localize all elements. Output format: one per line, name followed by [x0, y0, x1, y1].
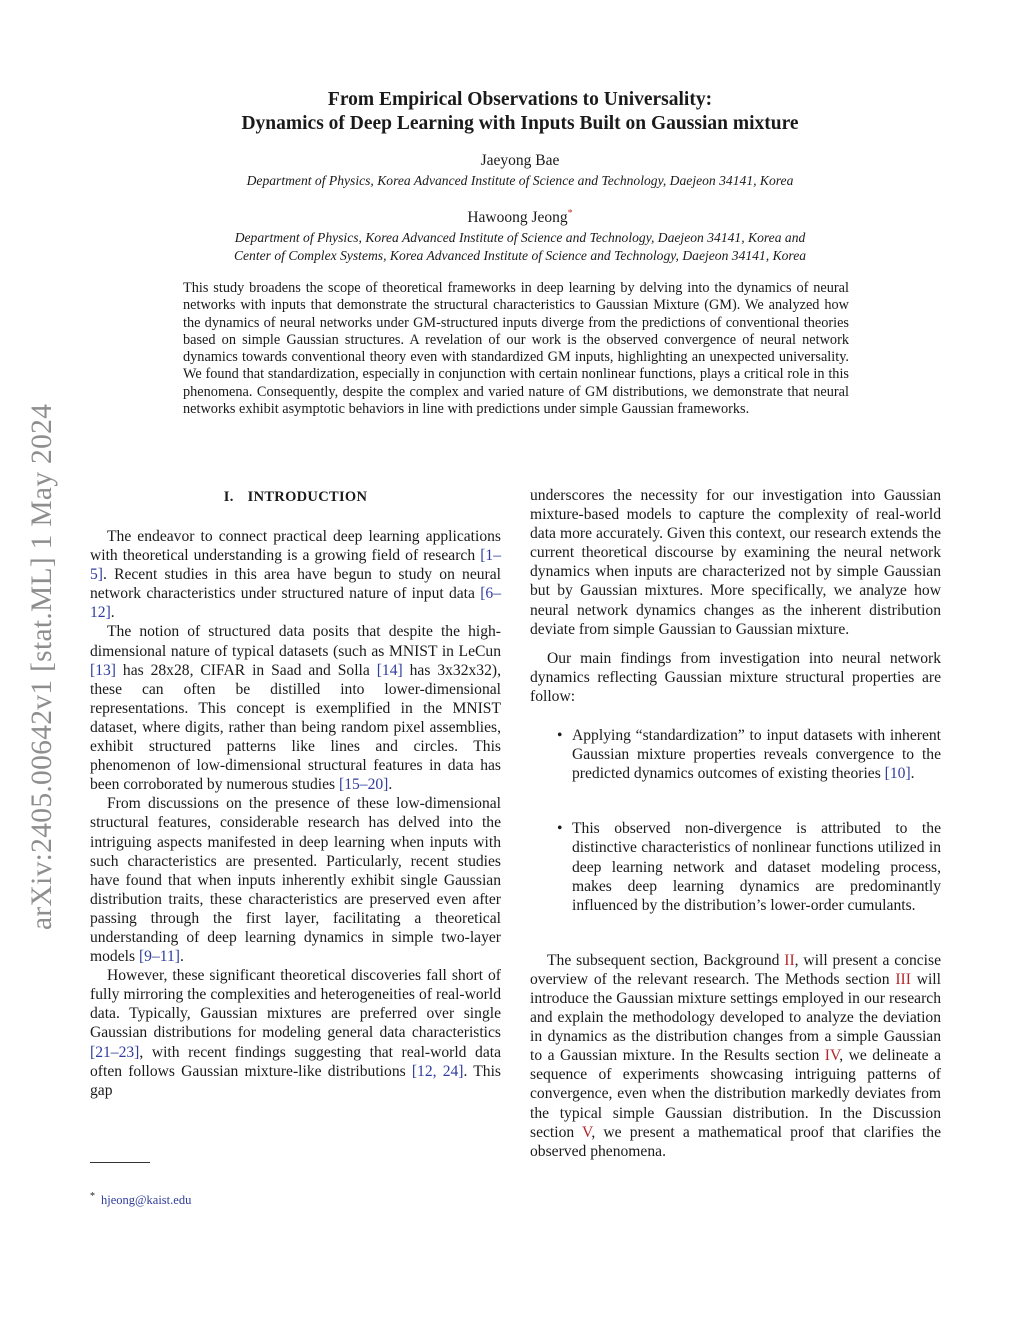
text-run: , will present a concise overview of the relevant research. The Methods section	[530, 951, 941, 988]
footnote-divider	[90, 1162, 150, 1163]
text-run: From discussions on the presence of these low-dimensional structural features, considerable research has delved into the intriguing aspects manifested in deep learning when inputs with such characteristics are presented. Particularly, recent studies have found that when inputs inherently exhibit single Gaussian distribution traits, these characteristics are preserved even after passing through the first layer, facilitating a theoretical understanding of deep learning dynamics in simple two-layer models	[90, 795, 501, 966]
intro-paragraph-5: underscores the necessity for our investigation into Gaussian mixture-based models to capture the complexity of real-world data more accurately. Given this context, our research extends the current theoretical discourse by examining the neural network dynamics when inputs are characterized not by simple Gaussian but by Gaussian mixtures. More specifically, we analyze how neural network dynamics changes as the inherent distribution deviate from simple Gaussian to Gaussian mixture.	[530, 487, 941, 638]
text-run: , with recent findings suggesting that real-world data often follows Gaussian mixture-like distributions	[90, 1043, 501, 1080]
left-column	[90, 486, 501, 1100]
intro-paragraph-1	[90, 527, 501, 622]
author-2-name: Hawoong Jeong	[467, 209, 568, 227]
text-run: .	[110, 604, 115, 622]
title-line-2: Dynamics of Deep Learning with Inputs Built on Gaussian mixture	[241, 113, 799, 134]
author-2	[140, 208, 900, 227]
footnote	[90, 1191, 191, 1208]
text-run: Applying “standardization” to input datasets with inherent Gaussian mixture properties reveals convergence to the predicted dynamics outcomes of existing theories	[572, 727, 941, 783]
section-heading	[90, 486, 501, 508]
citation-link[interactable]: [9–11]	[138, 948, 180, 966]
text-run: . Recent studies in this area have begun to study on neural network characteristics under structured nature of input data	[90, 566, 501, 603]
citation-link[interactable]: [6–12]	[90, 585, 501, 622]
outline-paragraph	[530, 951, 941, 1161]
citation-link[interactable]: [21–23]	[90, 1043, 140, 1061]
abstract: This study broadens the scope of theoretical frameworks in deep learning by delving into the dynamics of neural networks with inputs that demonstrate the structural characteristics to Gaussian Mixture (GM). We analyzed how the dynamics of neural networks under GM-structured inputs diverge from the predictions of conventional theories based on simple Gaussian structures. A revelation of our work is the observed convergence of neural network dynamics towards conventional theory even with standardized GM inputs, highlighting an unexpected universality. We found that standardization, especially in conjunction with certain nonlinear functions, plays a critical role in this phenomena. Consequently, despite the complex and varied nature of GM distributions, we demonstrate that neural networks exhibit asymptotic behaviors in line with predictions under simple Gaussian frameworks.	[183, 280, 849, 418]
section-link[interactable]: II	[784, 951, 795, 969]
section-link[interactable]: V	[582, 1123, 592, 1141]
text-run: , we delineate a sequence of experiments showcasing intriguing patterns of convergence, even when the distribution markedly deviates from the typical simple Gaussian distribution. In the Discussion section	[530, 1047, 941, 1141]
footnote-mark: *	[90, 1191, 95, 1202]
citation-link[interactable]: [15–20]	[339, 776, 389, 794]
title-line-1: From Empirical Observations to Universality:	[327, 89, 713, 110]
text-run: .	[910, 765, 915, 783]
text-run: The notion of structured data posits that despite the high-dimensional nature of typical datasets (such as MNIST in LeCun	[90, 623, 501, 660]
affiliation-line: Center of Complex Systems, Korea Advanced Institute of Science and Technology, Daejeon 34141, Korea	[233, 248, 807, 263]
affiliation-line: Department of Physics, Korea Advanced Institute of Science and Technology, Daejeon 34141, Korea and	[234, 230, 806, 245]
text-run: has 3x32x32), these can often be distilled into lower-dimensional representations. This concept is exemplified in the MNIST dataset, where digits, rather than being random pixel assemblies, exhibit structured patterns like lines and circles. This phenomenon of low-dimensional structural features in data has been corroborated by numerous studies	[90, 661, 501, 794]
paper-title	[140, 88, 900, 136]
corresponding-author-mark[interactable]: *	[567, 208, 573, 219]
text-run: has 28x28, CIFAR in Saad and Solla	[115, 661, 377, 679]
text-run: The endeavor to connect practical deep learning applications with theoretical understanding is a growing field of research	[90, 528, 501, 565]
author-email-link[interactable]: hjeong@kaist.edu	[101, 1193, 192, 1208]
author-1	[140, 152, 900, 170]
right-column	[530, 486, 941, 1161]
findings-list	[530, 726, 941, 915]
findings-intro: Our main findings from investigation into neural network dynamics reflecting Gaussian mixture structural properties are follow:	[530, 649, 941, 705]
section-number: I.	[223, 489, 234, 505]
text-run: .	[388, 776, 393, 794]
text-run: .	[179, 948, 184, 966]
citation-link[interactable]: [12, 24]	[411, 1062, 464, 1080]
section-link[interactable]: IV	[824, 1047, 840, 1065]
text-run: The subsequent section, Background	[547, 951, 785, 969]
author-2-affiliation	[120, 229, 920, 265]
citation-link[interactable]: [13]	[90, 661, 116, 679]
section-title: INTRODUCTION	[247, 489, 368, 505]
finding-item	[572, 726, 941, 783]
citation-link[interactable]: [10]	[884, 765, 911, 783]
arxiv-identifier[interactable]: arXiv:2405.00642v1 [stat.ML] 1 May 2024	[26, 403, 58, 930]
author-1-name: Jaeyong Bae	[480, 152, 560, 169]
text-run: . This gap	[90, 1062, 501, 1099]
section-link[interactable]: III	[895, 970, 911, 988]
text-run: However, these significant theoretical discoveries fall short of fully mirroring the complexities and heterogeneities of real-world data. Typically, Gaussian mixtures are preferred over single Gaussian distributions for modeling general data characteristics	[90, 967, 501, 1042]
text-run: will introduce the Gaussian mixture settings employed in our research and explain the methodology developed to analyze the deviation in dynamics as the distribution changes from a simple Gaussian to a Gaussian mixture. In the Results section	[530, 970, 941, 1065]
affiliation-line: Department of Physics, Korea Advanced Institute of Science and Technology, Daejeon 34141, Korea	[246, 173, 794, 188]
finding-item: • This observed non-divergence is attributed to the distinctive characteristics of nonlinear functions utilized in deep learning network and dataset modeling process, makes deep learning dynamics are predominantly influenced by the distribution’s lower-order cumulants.	[572, 819, 941, 914]
citation-link[interactable]: [1–5]	[90, 547, 501, 584]
intro-paragraph-3	[90, 794, 501, 966]
intro-paragraph-2	[90, 622, 501, 794]
citation-link[interactable]: [14]	[376, 661, 403, 679]
intro-paragraph-4	[90, 966, 501, 1100]
author-1-affiliation	[120, 172, 920, 190]
text-run: , we present a mathematical proof that clarifies the observed phenomena.	[530, 1123, 941, 1160]
